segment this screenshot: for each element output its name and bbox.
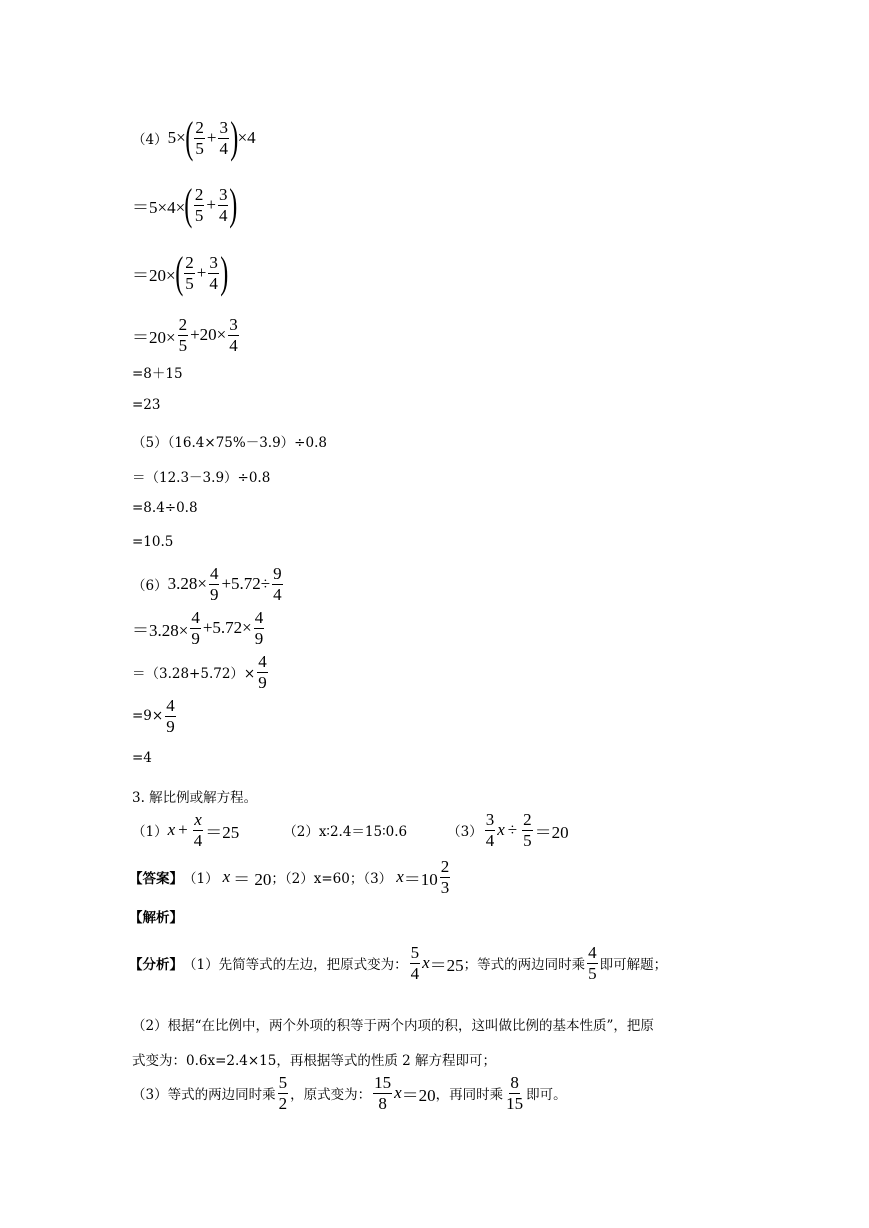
fraction: $\frac{3}{4}$ xyxy=(209,252,218,293)
p6-l0-b: +5.72÷ xyxy=(221,574,271,594)
p6-line-3 xyxy=(132,697,178,736)
p4-line-4: =8＋15 xyxy=(132,366,183,382)
p6-l3-a: =9× xyxy=(132,708,164,725)
fraction: $\frac{4}{9}$ xyxy=(254,608,264,648)
q3-subquestions xyxy=(132,811,569,850)
answer-tag: 【答案】 xyxy=(129,871,183,888)
fraction: $\frac{2}{3}$ xyxy=(440,857,450,897)
plus: + xyxy=(178,820,188,840)
answer-v1: ＝ 20 xyxy=(233,869,272,889)
plus: + xyxy=(206,195,216,214)
analysis-tag: 【分析】 xyxy=(129,957,183,974)
right-paren-icon: ) xyxy=(229,180,238,229)
answer-line xyxy=(129,858,452,897)
p4-l0-b: ×4 xyxy=(237,128,256,147)
answer-eq3: ＝10 xyxy=(403,869,438,889)
divide: ÷ xyxy=(507,820,518,840)
fraction: $\frac{2}{5}$ xyxy=(523,810,532,850)
answer-p2: ；（2）x=60；（3） xyxy=(271,871,393,888)
fraction: $\frac{9}{4}$ xyxy=(273,564,282,604)
fraction: $\frac{5}{4}$ xyxy=(410,943,420,983)
analysis-a1-text: （1）先简等式的左边，把原式变为： xyxy=(183,957,408,974)
fraction: $\frac{4}{9}$ xyxy=(166,696,175,736)
analysis-a3-text2: ，原式变为： xyxy=(290,1087,372,1104)
p4-line-5: =23 xyxy=(132,397,161,413)
p5-line-2: =8.4÷0.8 xyxy=(132,500,198,516)
fraction: $\frac{x}{4}$ xyxy=(193,810,203,850)
q3-title: 3. 解比例或解方程。 xyxy=(132,790,258,806)
p4-l0-a: 5× xyxy=(167,128,186,147)
var-x: x xyxy=(394,1083,402,1103)
p6-l1-a: ＝3.28× xyxy=(132,620,189,640)
var-x: x xyxy=(222,867,231,887)
analysis-line-1 xyxy=(129,944,667,983)
q3-s1-eq: ＝25 xyxy=(205,822,240,842)
fraction: $\frac{4}{9}$ xyxy=(258,652,267,692)
p6-line-2 xyxy=(132,653,270,692)
p6-l0-a: 3.28× xyxy=(167,574,207,594)
p6-line-0 xyxy=(132,565,285,604)
p6-label: （6） xyxy=(132,578,168,595)
p6-line-4: =4 xyxy=(132,750,152,766)
q3-s3-eq: ＝20 xyxy=(534,822,569,842)
p4-line-0 xyxy=(132,113,256,162)
fraction: $\frac{2}{5}$ xyxy=(194,184,204,225)
var-x: x xyxy=(396,867,404,887)
left-paren-icon: ( xyxy=(174,248,183,297)
analysis-a1-eq: ＝25 xyxy=(429,955,464,975)
var-x: x xyxy=(422,953,430,973)
p4-l2-a: ＝20× xyxy=(132,265,176,285)
p4-label: （4） xyxy=(132,132,168,148)
jiexi-tag: 【解析】 xyxy=(129,910,183,926)
analysis-line-3: 式变为：0.6x=2.4×15，再根据等式的性质 2 解方程即可； xyxy=(132,1053,497,1069)
analysis-a3-text: （3）等式的两边同时乘 xyxy=(132,1087,276,1104)
p6-line-1 xyxy=(132,609,266,648)
fraction: $\frac{3}{4}$ xyxy=(218,184,228,225)
fraction: $\frac{15}{8}$ xyxy=(374,1073,392,1113)
plus: + xyxy=(196,263,207,282)
p5-line-1: ＝（12.3－3.9）÷0.8 xyxy=(132,470,271,486)
p4-l3-a: ＝20× xyxy=(132,327,176,347)
p4-line-1 xyxy=(132,180,238,229)
fraction: $\frac{4}{5}$ xyxy=(588,943,597,983)
p5-line-0: （5）（16.4×75%－3.9）÷0.8 xyxy=(132,435,327,451)
fraction: $\frac{2}{5}$ xyxy=(195,117,204,158)
fraction: $\frac{4}{9}$ xyxy=(191,608,200,648)
answer-p1: （1） xyxy=(183,871,219,888)
fraction: $\frac{5}{2}$ xyxy=(278,1073,288,1113)
analysis-a3-eq: ＝20 xyxy=(401,1085,436,1105)
analysis-a1-text2: ；等式的两边同时乘 xyxy=(463,957,586,974)
p6-l2-a: ＝（3.28+5.72）× xyxy=(132,666,256,683)
analysis-line-2: （2）根据“在比例中，两个外项的积等于两个内项的积，这叫做比例的基本性质”，把原 xyxy=(132,1018,654,1034)
var-x: x xyxy=(497,820,505,840)
left-paren-icon: ( xyxy=(184,180,193,229)
fraction: $\frac{3}{4}$ xyxy=(229,315,238,355)
fraction: $\frac{3}{4}$ xyxy=(485,810,495,850)
p4-line-3 xyxy=(132,316,241,355)
var-x: x xyxy=(167,820,176,840)
left-paren-icon: ( xyxy=(184,113,194,162)
q3-s2: （2）x∶2.4＝15∶0.6 xyxy=(283,824,408,841)
q3-s1-label: （1） xyxy=(132,824,168,841)
fraction: $\frac{2}{5}$ xyxy=(185,252,194,293)
p5-line-3: =10.5 xyxy=(132,534,174,550)
right-paren-icon: ) xyxy=(220,248,229,297)
plus: + xyxy=(206,128,217,147)
right-paren-icon: ) xyxy=(230,113,239,162)
p4-line-2 xyxy=(132,248,229,297)
fraction: $\frac{2}{5}$ xyxy=(178,315,188,355)
analysis-a3-text4: 即可。 xyxy=(526,1087,567,1104)
fraction: $\frac{4}{9}$ xyxy=(209,564,219,604)
p4-l3-b: +20× xyxy=(190,325,227,345)
analysis-line-4 xyxy=(132,1074,567,1113)
fraction: $\frac{3}{4}$ xyxy=(219,117,228,158)
q3-s3-label: （3） xyxy=(447,824,483,841)
p4-l1-a: ＝5×4× xyxy=(132,197,186,217)
analysis-a3-text3: ，再同时乘 xyxy=(435,1087,504,1104)
fraction: $\frac{8}{15}$ xyxy=(506,1073,524,1113)
analysis-a1-text3: 即可解题； xyxy=(599,957,668,974)
p6-l1-b: +5.72× xyxy=(202,618,252,638)
